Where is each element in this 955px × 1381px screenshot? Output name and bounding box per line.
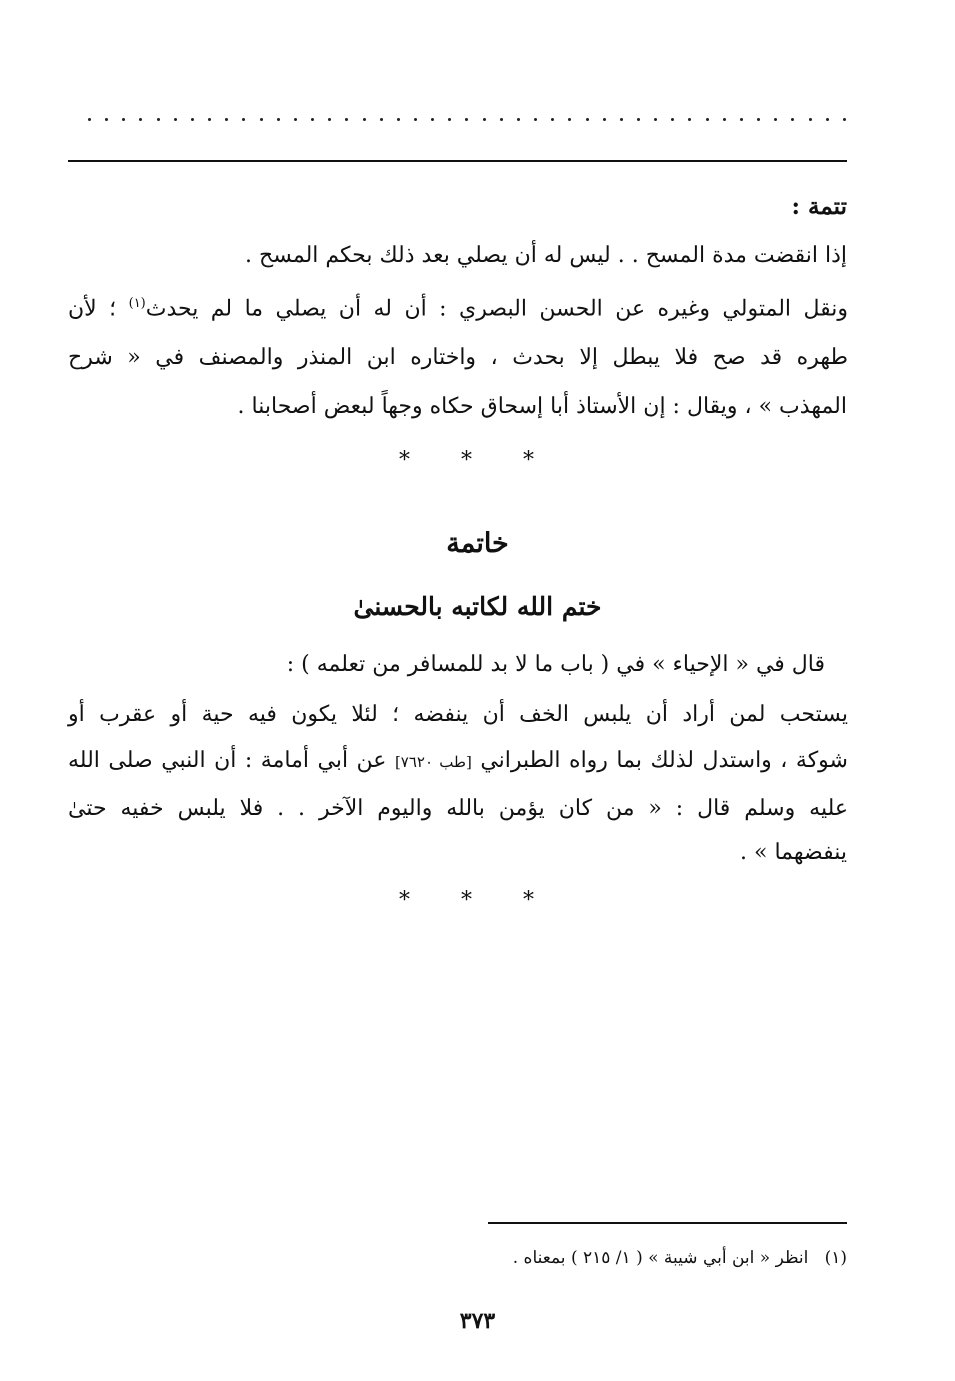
paragraph-2-line-1: يستحب لمن أراد أن يلبس الخف أن ينفضه ؛ لئلا يكون فيه حية أو عقرب أو [68,702,848,727]
section-heading-tatimma: تتمة : [791,193,847,220]
paragraph-2-line-2: شوكة ، واستدل لذلك بما رواه الطبراني [طب ٧٦٢٠] عن أبي أمامة : أن النبي صلى الله [68,748,848,773]
chapter-title: خاتمة [446,528,509,559]
intro-line: قال في « الإحياء » في ( باب ما لا بد للمسافر من تعلمه ) : [286,652,825,677]
star-separator-2: * * * [399,888,556,913]
paragraph-2-line-3: عليه وسلم قال : « من كان يؤمن بالله واليوم الآخر . . فلا يلبس خفيه حتىٰ [68,796,848,821]
footnote-ref: (١) [128,296,146,311]
star-separator-1: * * * [399,448,556,473]
chapter-subtitle: ختم الله لكاتبه بالحسنىٰ [353,592,602,621]
footnote-text: انظر « ابن أبي شيبة » ( ١/ ٢١٥ ) بمعناه . [512,1248,809,1268]
paragraph-line-3: طهره قد صح فلا يبطل إلا بحدث ، واختاره ابن المنذر والمصنف في « شرح [68,345,848,370]
header-rule [68,160,847,162]
footnote [513,1248,847,1268]
page-number: ٣٧٣ [459,1308,496,1334]
footnote-marker: (١) [824,1248,847,1268]
paragraph-line-2: ونقل المتولي وغيره عن الحسن البصري : أن له أن يصلي ما لم يحدث$^{(١)}$ ؛ لأن [68,296,848,322]
paragraph-line-4: المهذب » ، ويقال : إن الأستاذ أبا إسحاق حكاه وجهاً لبعض أصحابنا . [237,394,847,419]
paragraph-2-line-4: ينفضهما » . [740,840,847,865]
paragraph-line-1: إذا انقضت مدة المسح . . ليس له أن يصلي بعد ذلك بحكم المسح . [245,243,847,268]
footnote-rule [488,1222,847,1224]
dotted-separator [88,108,846,132]
citation-ref: [طب ٧٦٢٠] [394,753,472,771]
